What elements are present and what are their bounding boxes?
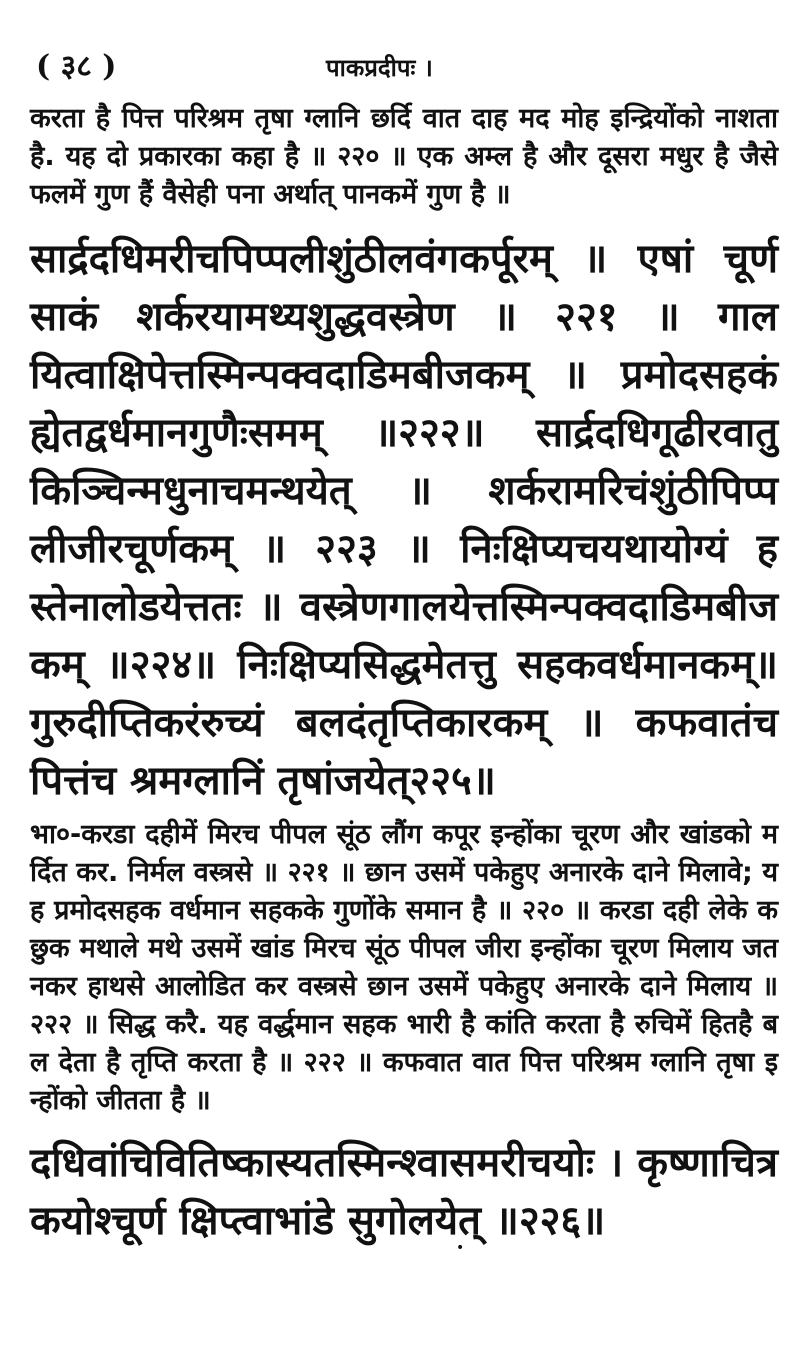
sanskrit-verse-block-1: सार्द्रदधिमरीचपिप्पलीशुंठीलवंगकर्पूरम् ॥ एषां चूर्णसाकं शर्करयामथ्यशुद्धवस्त्रेण ॥ २२१ ॥ गालयित्वाक्षिपेत्तस्मिन्पक्वदाडिमबीजकम् ॥ प्रमोदसहकं ह्येतद्वर्धमानगुणैःसमम् ॥२२२॥ सार्द्रदधिगूढीरवातु किञ्चिन्मधुनाचमन्थयेत् ॥ शर्करामरिचंशुंठीपिप्पलीजीरचूर्णकम् ॥ २२३ ॥ निःक्षिप्यचयथायोग्यं हस्तेनालोडयेत्ततः ॥ वस्त्रेणगालयेत्तस्मिन्पक्वदाडिमबीजकम् ॥२२४॥ निःक्षिप्यसिद्धमेतत्तु सहकवर्धमानकम्॥ गुरुदीप्तिकरंरुच्यं बलदंतृप्तिकारकम् ॥ कफवातंचपित्तंच श्रमग्लानिं तृषांजयेत्२२५॥	[30, 235, 778, 804]
commentary-paragraph-1: करता है पित्त परिश्रम तृषा ग्लानि छर्दि वात दाह मद मोह इन्द्रियोंको नाशता है. यह दो प्रकारका कहा है ॥ २२० ॥ एक अम्ल है और दूसरा मधुर है जैसे फलमें गुण हैं वैसेही पना अर्थात् पानकमें गुण है ॥	[30, 103, 778, 210]
running-header	[30, 44, 778, 100]
book-title: पाकप्रदीपः ।	[326, 53, 433, 82]
print-speck: •	[456, 1240, 465, 1256]
sanskrit-verse-block-2: दधिवांचिवितिष्कास्यतस्मिन्श्वासमरीचयोः । कृष्णाचित्रकयोश्चूर्ण क्षिप्त्वाभांडे सुगोलयेत् ॥२२६॥	[30, 1139, 778, 1244]
commentary-paragraph-2: भा०-करडा दहीमें मिरच पीपल सूंठ लौंग कपूर इन्होंका चूरण और खांडको मर्दित कर. निर्मल वस्त्रसे ॥ २२१ ॥ छान उसमें पकेहुए अनारके दाने मिलावे; यह प्रमोदसहक वर्धमान सहकके गुणोंके समान है ॥ २२० ॥ करडा दही लेके कछुक मथाले मथे उसमें खांड मिरच सूंठ पीपल जीरा इन्होंका चूरण मिलाय जतनकर हाथसे आलोडित कर वस्त्रसे छान उसमें पकेहुए अनारके दाने मिलाय ॥ २२२ ॥ सिद्ध करै. यह वर्द्धमान सहक भारी है कांति करता है रुचिमें हितहै बल देता है तृप्ति करता है ॥ २२२ ॥ कफवात वात पित्त परिश्रम ग्लानि तृषा इन्होंको जीतता है ॥	[30, 819, 778, 1116]
page-number: ( ३८ )	[36, 49, 117, 84]
